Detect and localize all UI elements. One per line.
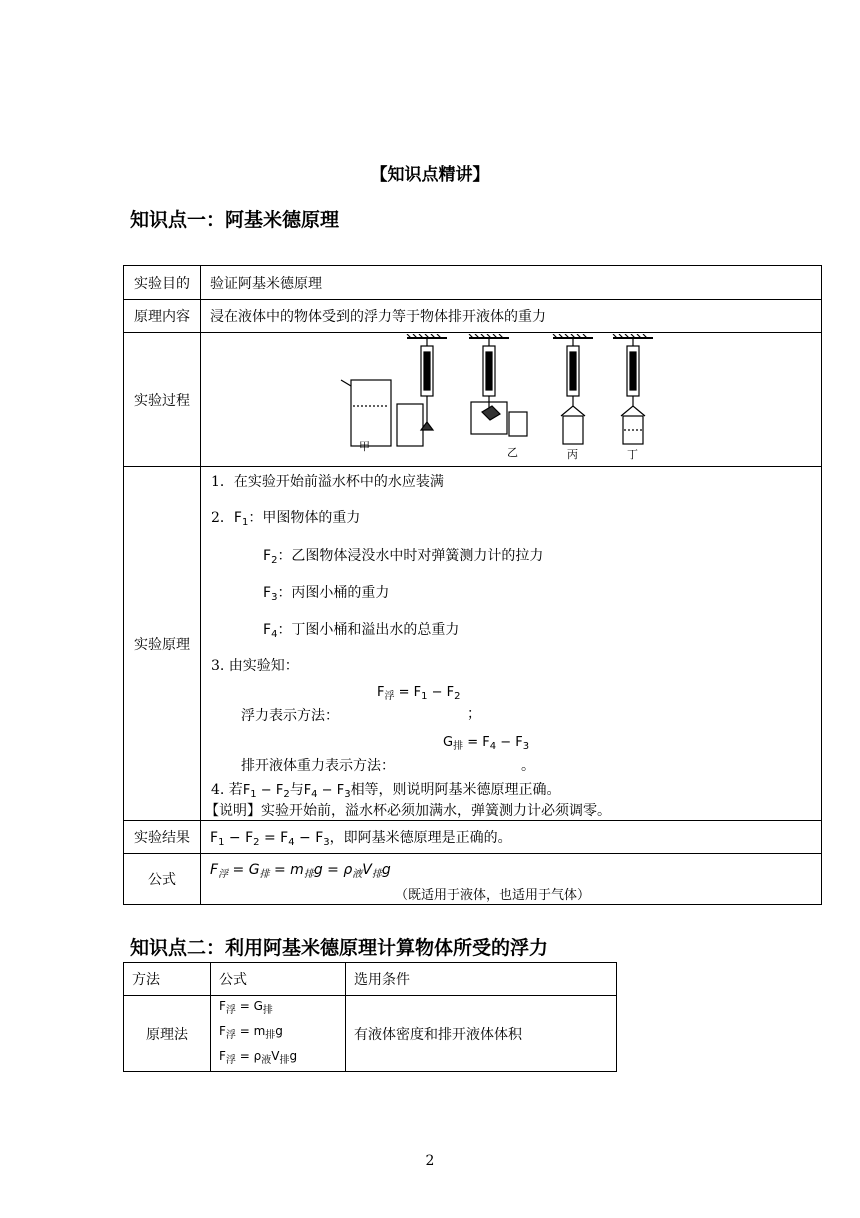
row-label: 公式 — [124, 854, 201, 905]
buoyancy-end: ； — [467, 706, 481, 722]
label-yi: 乙 — [507, 445, 518, 459]
f2-symbol: $F_2$ — [263, 548, 278, 566]
row-value: 浸在液体中的物体受到的浮力等于物体排开液体的重力 — [201, 300, 822, 333]
principle-f4 — [263, 619, 459, 640]
result-formula: $F_1 - F_2 = F_4 - F_3$ — [210, 829, 330, 848]
method-cell: 原理法 — [124, 996, 211, 1072]
f3-desc: ：丙图小桶的重力 — [277, 585, 390, 601]
f3-symbol: $F_3$ — [263, 585, 278, 603]
step-4-formula-a: $F_1 - F_2$ — [242, 783, 290, 800]
table-row — [124, 300, 822, 333]
row-value: 验证阿基米德原理 — [201, 266, 822, 300]
header-method: 方法 — [124, 963, 211, 996]
formula-note: （既适用于液体，也适用于气体） — [395, 888, 591, 903]
condition-cell: 有液体密度和排开液体体积 — [346, 996, 617, 1072]
step-2-prefix: 2． — [211, 510, 234, 526]
formula-line-3: $F_浮 = \rho_液V_排g$ — [219, 1049, 298, 1066]
row-label: 实验过程 — [124, 333, 201, 467]
principle-note: 【说明】实验开始前，溢水杯必须加满水，弹簧测力计必须调零。 — [205, 803, 611, 819]
header-condition: 选用条件 — [346, 963, 617, 996]
principle-cell — [201, 467, 822, 821]
f4-desc: ：丁图小桶和溢出水的总重力 — [277, 622, 460, 638]
result-cell — [201, 821, 822, 854]
formula-line-2: $F_浮 = m_排g$ — [219, 1024, 283, 1041]
section-title: 【知识点精讲】 — [370, 165, 490, 185]
setup-yi — [469, 334, 527, 459]
formula-list-cell — [211, 996, 346, 1072]
step-4-suffix: 相等，则说明阿基米德原理正确。 — [350, 782, 561, 798]
principle-f2 — [263, 545, 543, 566]
weight-label: 排开液体重力表示方法： — [241, 758, 395, 774]
row-label: 实验目的 — [124, 266, 201, 300]
step-4-prefix: 4. 若 — [211, 782, 243, 798]
row-label: 实验结果 — [124, 821, 201, 854]
knowledge-point-2-title: 知识点二：利用阿基米德原理计算物体所受的浮力 — [130, 937, 549, 959]
setup-jia — [341, 334, 447, 453]
general-formula: $F_浮 = G_排 = m_排g = \rho_液V_排g$ — [210, 862, 391, 880]
buoyancy-method-table — [123, 962, 617, 1072]
table-row — [124, 333, 822, 467]
buoyancy-formula: $F_浮 = F_1 - F_2$ — [377, 685, 461, 702]
f4-symbol: $F_4$ — [263, 622, 278, 640]
formula-line-1: $F_浮 = G_排$ — [219, 999, 273, 1016]
table-row — [124, 854, 822, 905]
label-bing: 丙 — [567, 447, 578, 461]
archimedes-table — [123, 265, 822, 905]
buoyancy-label: 浮力表示方法： — [241, 708, 339, 724]
principle-step-4 — [211, 779, 561, 800]
table-row — [124, 996, 617, 1072]
principle-f3 — [263, 582, 389, 603]
principle-step-1: 1．在实验开始前溢水杯中的水应装满 — [211, 474, 444, 490]
principle-step-3: 3. 由实验知： — [211, 658, 299, 674]
experiment-diagram — [201, 334, 821, 466]
setup-ding — [613, 334, 653, 461]
f2-desc: ：乙图物体浸没水中时对弹簧测力计的拉力 — [277, 548, 544, 564]
result-suffix: ，即阿基米德原理是正确的。 — [329, 829, 512, 846]
row-label: 实验原理 — [124, 467, 201, 821]
table-row — [124, 821, 822, 854]
step-4-mid: 与 — [289, 782, 304, 798]
f1-desc: ：甲图物体的重力 — [248, 510, 361, 526]
principle-step-2 — [211, 507, 360, 528]
row-label: 原理内容 — [124, 300, 201, 333]
table-header-row — [124, 963, 617, 996]
knowledge-point-1-title: 知识点一：阿基米德原理 — [130, 209, 340, 231]
step-4-formula-b: $F_4 - F_3$ — [303, 783, 351, 800]
header-formula: 公式 — [211, 963, 346, 996]
experiment-figure-cell — [201, 333, 822, 467]
weight-formula: $G_排 = F_4 - F_3$ — [443, 735, 530, 752]
formula-cell — [201, 854, 822, 905]
setup-bing — [553, 334, 593, 461]
label-jia: 甲 — [359, 439, 370, 453]
page-number: 2 — [425, 1153, 435, 1169]
label-ding: 丁 — [627, 447, 638, 461]
table-row — [124, 467, 822, 821]
f1-symbol: $F_1$ — [233, 510, 249, 528]
weight-end: 。 — [521, 758, 535, 774]
table-row — [124, 266, 822, 300]
